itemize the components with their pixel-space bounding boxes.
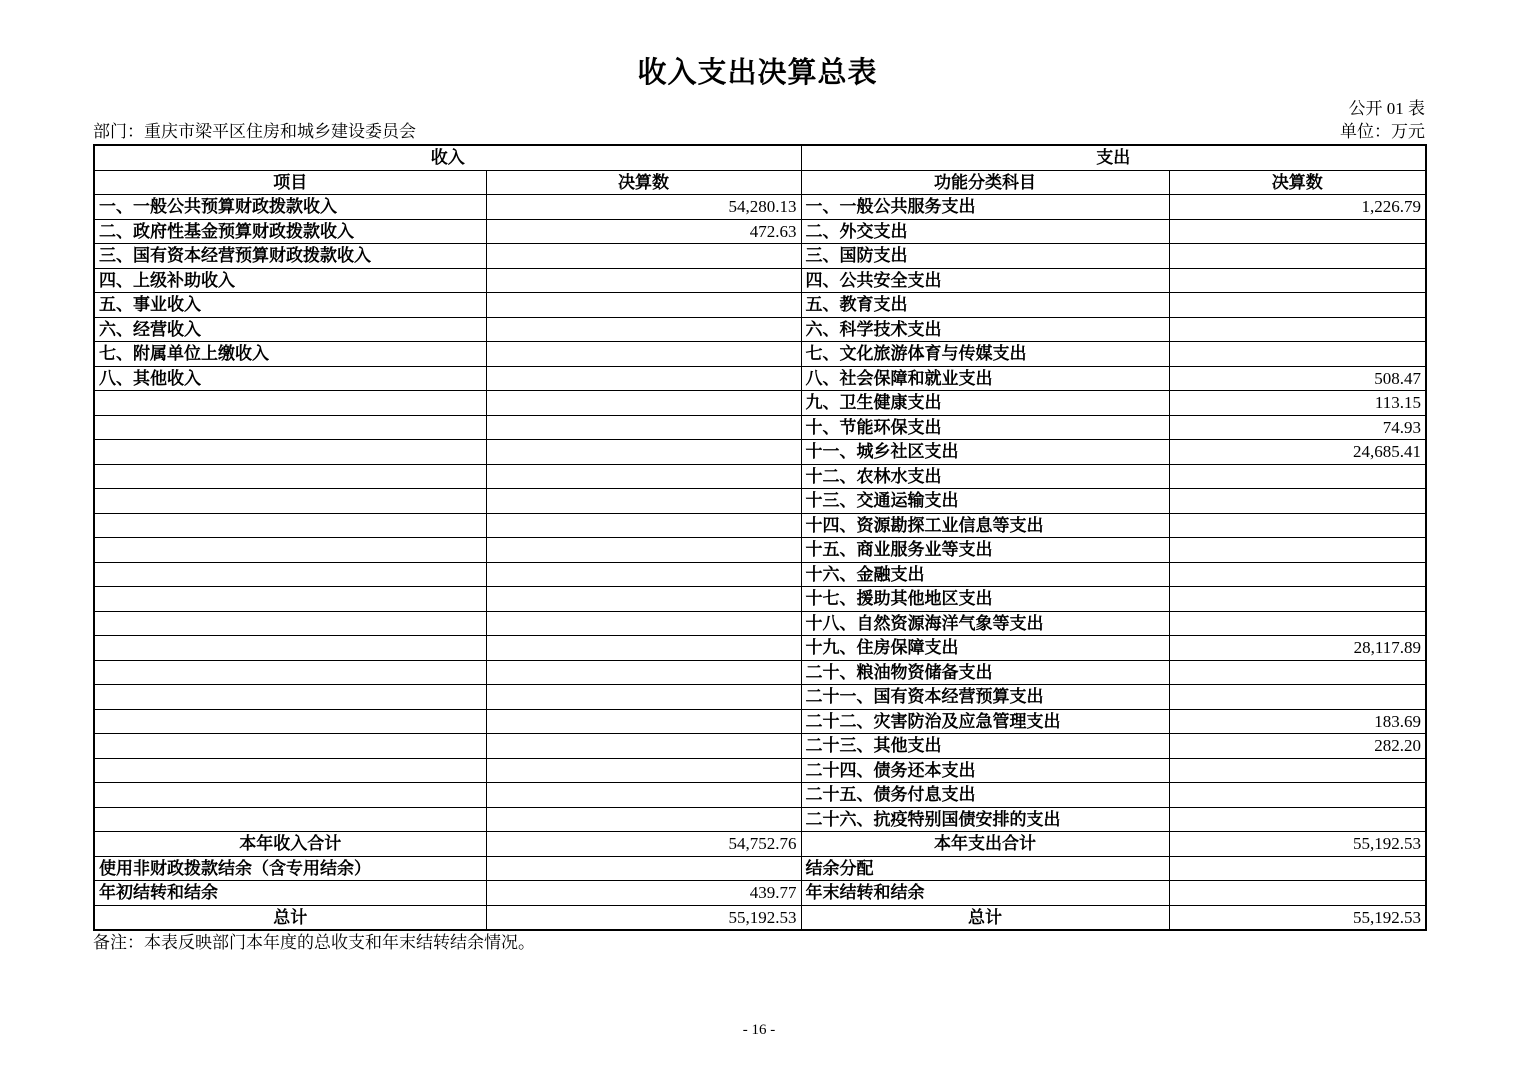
table-footer-row: [94, 856, 1426, 881]
expense-item-label: 二十一、国有资本经营预算支出: [801, 685, 1169, 710]
expense-item-column-header: 功能分类科目: [801, 170, 1169, 195]
income-item-label: 五、事业收入: [94, 293, 486, 318]
expense-item-value: [1169, 611, 1426, 636]
income-amount-column-header: 决算数: [486, 170, 801, 195]
income-footer-value: 439.77: [486, 881, 801, 906]
income-item-value: [486, 807, 801, 832]
income-item-label: [94, 611, 486, 636]
expense-footer-value: [1169, 856, 1426, 881]
table-row: [94, 611, 1426, 636]
expense-item-value: [1169, 660, 1426, 685]
income-item-value: [486, 366, 801, 391]
income-item-value: [486, 513, 801, 538]
table-row: [94, 293, 1426, 318]
expense-item-value: [1169, 587, 1426, 612]
income-item-label: [94, 587, 486, 612]
income-item-label: 三、国有资本经营预算财政拨款收入: [94, 244, 486, 269]
expense-item-value: [1169, 562, 1426, 587]
expense-item-label: 二十六、抗疫特别国债安排的支出: [801, 807, 1169, 832]
income-footer-value: [486, 856, 801, 881]
page-number: - 16 -: [742, 1022, 776, 1038]
table-footer-row: [94, 832, 1426, 857]
income-item-label: [94, 783, 486, 808]
expense-item-label: 二十五、债务付息支出: [801, 783, 1169, 808]
income-item-value: [486, 734, 801, 759]
income-item-value: [486, 783, 801, 808]
income-item-label: 七、附属单位上缴收入: [94, 342, 486, 367]
table-row: [94, 685, 1426, 710]
table-row: [94, 587, 1426, 612]
income-footer-label: 年初结转和结余: [94, 881, 486, 906]
table-row: [94, 440, 1426, 465]
income-item-value: [486, 391, 801, 416]
income-item-value: [486, 587, 801, 612]
table-row: [94, 783, 1426, 808]
income-section-header: 收入: [94, 145, 801, 170]
table-row: [94, 268, 1426, 293]
income-item-value: [486, 440, 801, 465]
budget-summary-table: [93, 144, 1427, 931]
table-row: [94, 342, 1426, 367]
expense-item-label: 十六、金融支出: [801, 562, 1169, 587]
expense-item-label: 一、一般公共服务支出: [801, 195, 1169, 220]
table-footer-row: [94, 905, 1426, 930]
expense-item-label: 六、科学技术支出: [801, 317, 1169, 342]
income-item-value: [486, 660, 801, 685]
expense-item-value: [1169, 317, 1426, 342]
income-footer-label: 总计: [94, 905, 486, 930]
table-row: [94, 513, 1426, 538]
income-item-value: [486, 636, 801, 661]
page-title: 收入支出决算总表: [637, 57, 878, 89]
table-row: [94, 391, 1426, 416]
table-row: [94, 636, 1426, 661]
income-item-value: [486, 244, 801, 269]
income-item-label: [94, 709, 486, 734]
expense-item-value: 24,685.41: [1169, 440, 1426, 465]
expense-item-label: 二十三、其他支出: [801, 734, 1169, 759]
expense-item-value: [1169, 342, 1426, 367]
income-footer-label: 本年收入合计: [94, 832, 486, 857]
income-item-label: 一、一般公共预算财政拨款收入: [94, 195, 486, 220]
expense-item-value: [1169, 807, 1426, 832]
income-item-label: 八、其他收入: [94, 366, 486, 391]
income-item-label: [94, 660, 486, 685]
income-item-value: [486, 489, 801, 514]
expense-item-value: [1169, 783, 1426, 808]
expense-item-value: [1169, 464, 1426, 489]
expense-amount-column-header: 决算数: [1169, 170, 1426, 195]
table-row: [94, 244, 1426, 269]
expense-item-value: [1169, 244, 1426, 269]
expense-item-value: [1169, 219, 1426, 244]
expense-item-label: 十二、农林水支出: [801, 464, 1169, 489]
income-item-label: [94, 391, 486, 416]
expense-item-label: 三、国防支出: [801, 244, 1169, 269]
expense-item-label: 九、卫生健康支出: [801, 391, 1169, 416]
expense-item-value: 1,226.79: [1169, 195, 1426, 220]
expense-footer-label: 年末结转和结余: [801, 881, 1169, 906]
income-item-value: 54,280.13: [486, 195, 801, 220]
income-item-label: [94, 758, 486, 783]
section-header-row: [94, 145, 1426, 170]
expense-item-value: [1169, 758, 1426, 783]
expense-item-label: 八、社会保障和就业支出: [801, 366, 1169, 391]
meta-row: [93, 117, 1425, 142]
income-item-value: [486, 758, 801, 783]
income-footer-value: 54,752.76: [486, 832, 801, 857]
income-item-value: [486, 538, 801, 563]
table-row: [94, 538, 1426, 563]
expense-item-label: 十一、城乡社区支出: [801, 440, 1169, 465]
expense-item-label: 十九、住房保障支出: [801, 636, 1169, 661]
expense-item-value: [1169, 538, 1426, 563]
expense-item-label: 七、文化旅游体育与传媒支出: [801, 342, 1169, 367]
expense-footer-label: 结余分配: [801, 856, 1169, 881]
table-row: [94, 366, 1426, 391]
income-item-label: [94, 734, 486, 759]
table-number-label: 公开 01 表: [1348, 99, 1425, 118]
income-item-value: [486, 293, 801, 318]
income-item-label: [94, 464, 486, 489]
expense-footer-value: [1169, 881, 1426, 906]
income-item-value: [486, 611, 801, 636]
expense-footer-label: 总计: [801, 905, 1169, 930]
expense-footer-label: 本年支出合计: [801, 832, 1169, 857]
table-row: [94, 317, 1426, 342]
expense-item-value: 183.69: [1169, 709, 1426, 734]
income-item-label: [94, 440, 486, 465]
expense-item-label: 五、教育支出: [801, 293, 1169, 318]
income-item-label: 四、上级补助收入: [94, 268, 486, 293]
income-item-label: [94, 415, 486, 440]
expense-item-label: 十五、商业服务业等支出: [801, 538, 1169, 563]
table-row: [94, 195, 1426, 220]
income-item-value: [486, 464, 801, 489]
expense-item-label: 二、外交支出: [801, 219, 1169, 244]
income-item-column-header: 项目: [94, 170, 486, 195]
expense-item-label: 十三、交通运输支出: [801, 489, 1169, 514]
income-item-label: 六、经营收入: [94, 317, 486, 342]
expense-item-value: [1169, 685, 1426, 710]
expense-item-value: [1169, 513, 1426, 538]
expense-item-label: 二十四、债务还本支出: [801, 758, 1169, 783]
income-item-label: [94, 636, 486, 661]
table-row: [94, 709, 1426, 734]
expense-item-label: 十、节能环保支出: [801, 415, 1169, 440]
expense-item-value: 508.47: [1169, 366, 1426, 391]
expense-item-label: 十八、自然资源海洋气象等支出: [801, 611, 1169, 636]
table-row: [94, 415, 1426, 440]
department-label: 部门：重庆市梁平区住房和城乡建设委员会: [93, 122, 416, 141]
table-row: [94, 219, 1426, 244]
expense-item-label: 二十二、灾害防治及应急管理支出: [801, 709, 1169, 734]
income-item-label: [94, 489, 486, 514]
income-item-label: [94, 562, 486, 587]
income-item-value: 472.63: [486, 219, 801, 244]
column-header-row: [94, 170, 1426, 195]
note-text: 备注：本表反映部门本年度的总收支和年末结转结余情况。: [93, 933, 535, 952]
income-item-value: [486, 342, 801, 367]
table-row: [94, 660, 1426, 685]
income-item-value: [486, 709, 801, 734]
expense-item-value: 282.20: [1169, 734, 1426, 759]
unit-label: 单位：万元: [1340, 122, 1425, 141]
income-item-value: [486, 317, 801, 342]
income-footer-label: 使用非财政拨款结余（含专用结余）: [94, 856, 486, 881]
expense-item-label: 四、公共安全支出: [801, 268, 1169, 293]
expense-item-value: [1169, 489, 1426, 514]
expense-item-value: 74.93: [1169, 415, 1426, 440]
expense-item-label: 十七、援助其他地区支出: [801, 587, 1169, 612]
income-item-value: [486, 685, 801, 710]
expense-item-label: 十四、资源勘探工业信息等支出: [801, 513, 1169, 538]
expense-item-value: 113.15: [1169, 391, 1426, 416]
expense-section-header: 支出: [801, 145, 1426, 170]
expense-item-label: 二十、粮油物资储备支出: [801, 660, 1169, 685]
income-item-label: 二、政府性基金预算财政拨款收入: [94, 219, 486, 244]
table-footer-row: [94, 881, 1426, 906]
expense-item-value: [1169, 293, 1426, 318]
expense-item-value: [1169, 268, 1426, 293]
table-row: [94, 758, 1426, 783]
income-item-label: [94, 685, 486, 710]
table-row: [94, 562, 1426, 587]
income-item-label: [94, 538, 486, 563]
income-item-label: [94, 807, 486, 832]
income-item-value: [486, 415, 801, 440]
table-row: [94, 807, 1426, 832]
table-row: [94, 734, 1426, 759]
table-row: [94, 489, 1426, 514]
income-item-value: [486, 268, 801, 293]
income-item-label: [94, 513, 486, 538]
expense-item-value: 28,117.89: [1169, 636, 1426, 661]
expense-footer-value: 55,192.53: [1169, 832, 1426, 857]
income-item-value: [486, 562, 801, 587]
expense-footer-value: 55,192.53: [1169, 905, 1426, 930]
table-row: [94, 464, 1426, 489]
income-footer-value: 55,192.53: [486, 905, 801, 930]
